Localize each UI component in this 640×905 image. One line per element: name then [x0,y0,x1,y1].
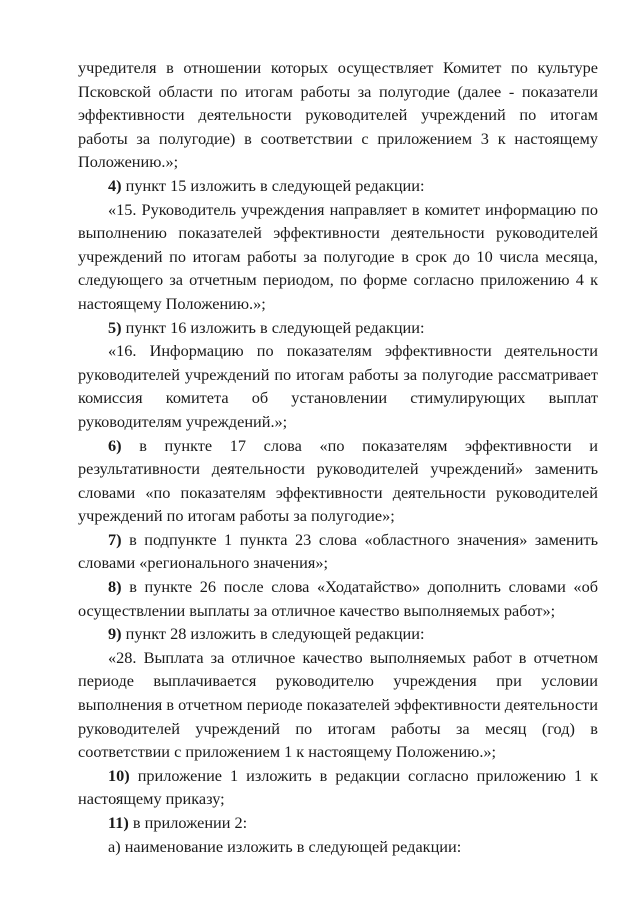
item-number: 6) [108,435,122,455]
paragraph-item-6 [78,434,598,528]
paragraph-text: «28. Выплата за отличное качество выполняемых работ в отчетном периоде выплачивается руководителю учреждения при условии выполнения в отчетном периоде показателей эффективности деятельности руководителей учреждений по итогам работы за месяц (год) в соответствии с приложением 1 к настоящему Положению.»; [78,647,598,762]
item-number: 4) [108,175,122,195]
item-number: 7) [108,529,122,549]
paragraph-clause-16 [78,339,598,433]
paragraph-item-5 [78,316,598,340]
paragraph-clause-15 [78,198,598,316]
paragraph-continuation [78,56,598,174]
paragraph-text: «16. Информацию по показателям эффективности деятельности руководителей учреждений по итогам работы за полугодие рассматривает комиссия комитета об установлении стимулирующих выплат руководителям учреждений.»; [78,341,598,431]
paragraph-text: а) наименование изложить в следующей редакции: [108,836,462,856]
paragraph-text: в подпункте 1 пункта 23 слова «областного значения» заменить словами «регионального значения»; [78,529,598,573]
item-number: 5) [108,317,122,337]
paragraph-text: пункт 15 изложить в следующей редакции: [121,175,425,195]
paragraph-text: учредителя в отношении которых осуществляет Комитет по культуре Псковской области по итогам работы за полугодие (далее - показатели эффективности деятельности руководителей учреждений по итогам работы за полугодие) в соответствии с приложением 3 к настоящему Положению.»; [78,58,598,172]
paragraph-clause-28 [78,646,598,764]
paragraph-subitem-a [78,835,598,859]
paragraph-item-4 [78,174,598,198]
paragraph-item-7 [78,528,598,575]
item-number: 9) [108,624,122,644]
paragraph-item-11 [78,811,598,835]
item-number: 8) [108,577,122,597]
paragraph-item-8 [78,575,598,622]
item-number: 11) [108,813,129,832]
paragraph-text: «15. Руководитель учреждения направляет в комитет информацию по выполнению показателей эффективности деятельности руководителей учреждений по итогам работы за полугодие в срок до 10 числа месяца, следующего за отчетным периодом, по форме согласно приложению 4 к настоящему Положению.»; [78,199,598,313]
paragraph-text: в пункте 17 слова «по показателям эффективности и результативности деятельности руководителей учреждений» заменить словами «по показателям эффективности деятельности руководителей учреждений по итогам работы за полугодие»; [78,435,598,526]
paragraph-item-10 [78,764,598,811]
paragraph-text: пункт 16 изложить в следующей редакции: [121,317,425,337]
paragraph-text: приложение 1 изложить в редакции согласно приложению 1 к настоящему приказу; [78,765,598,809]
paragraph-text: в приложении 2: [128,813,248,832]
paragraph-text: в пункте 26 после слова «Ходатайство» дополнить словами «об осуществлении выплаты за отличное качество выполняемых работ»; [78,577,598,620]
paragraph-item-9 [78,622,598,646]
item-number: 10) [108,765,130,785]
paragraph-text: пункт 28 изложить в следующей редакции: [121,624,425,644]
